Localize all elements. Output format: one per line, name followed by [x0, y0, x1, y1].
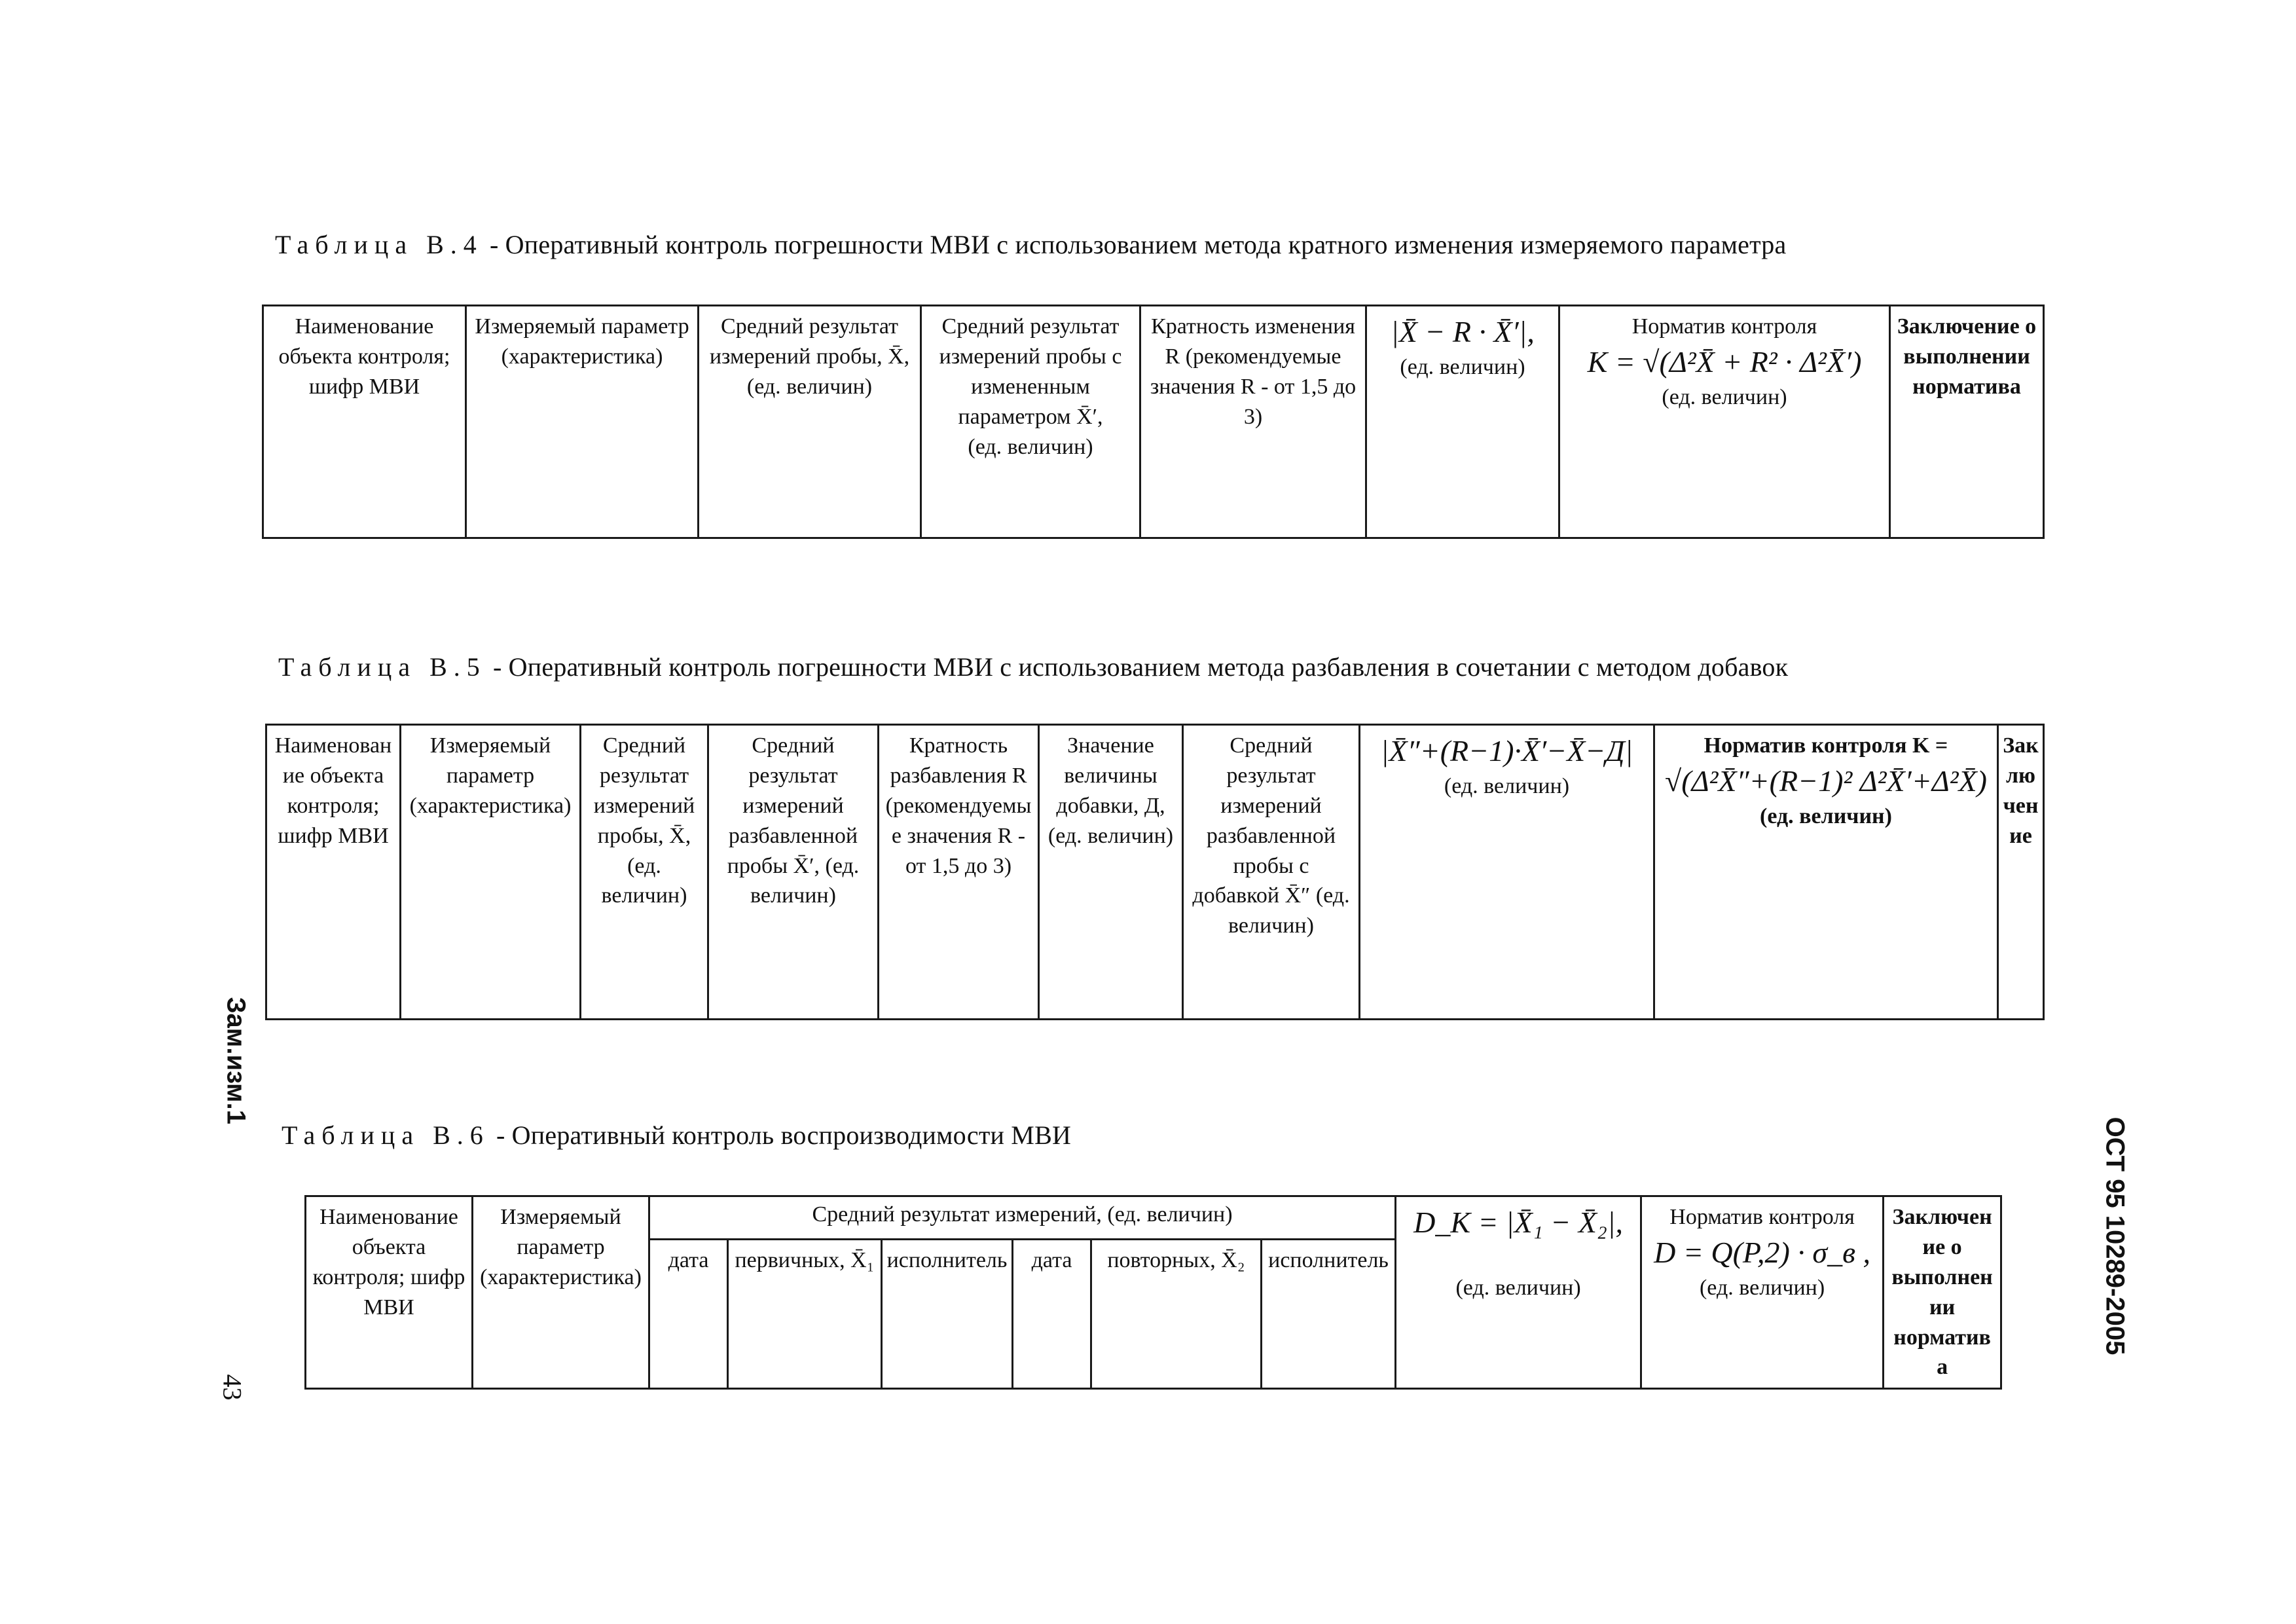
- b5-col-parameter: [401, 725, 581, 1020]
- b4-col-mean-changed: [921, 306, 1140, 538]
- b4-h1: Измеряемый параметр (характеристика): [475, 314, 689, 369]
- b6-col-executor-1: [882, 1240, 1013, 1389]
- b5-h1: Измеряемый параметр (характеристика): [409, 733, 572, 818]
- b6-col-date-1: [649, 1240, 728, 1389]
- table-b4-caption: [275, 229, 1786, 260]
- table-b4: [262, 304, 2045, 539]
- b4-col-parameter: [466, 306, 699, 538]
- b5-h7: |X̄″+(R−1)·X̄′−X̄−Д|: [1380, 734, 1633, 767]
- b4-h0: Наименование объекта контроля; шифр МВИ: [278, 314, 450, 399]
- b6-col-date-2: [1013, 1240, 1091, 1389]
- b4-h12: Заключение о выполнении норматива: [1897, 314, 2037, 399]
- b6-col-primary: [728, 1240, 882, 1389]
- b5-h6: Средний результат измерений разбавленной пробы с добавкой X̄″ (ед. величин): [1192, 733, 1350, 938]
- amendment-note: Зам.изм.1: [221, 997, 251, 1124]
- b4-h4: Средний результат измерений пробы с измененным параметром X̄′,: [939, 314, 1122, 429]
- b6-h3: дата: [668, 1248, 709, 1273]
- b4-col-conclusion: [1890, 306, 2044, 538]
- b6-h8: исполнитель: [1268, 1248, 1389, 1273]
- b4-h6: Кратность изменения R (рекомендуемые значения R - от 1,5 до 3): [1150, 314, 1357, 429]
- b5-h5: Значение величины добавки, Д, (ед. величин): [1048, 733, 1174, 848]
- b6-h10: (ед. величин): [1455, 1275, 1581, 1300]
- b5-col-mean: [581, 725, 708, 1020]
- b4-h7: |X̄ − R · X̄′|,: [1391, 315, 1535, 348]
- table-b5: [265, 724, 2045, 1020]
- b6-h14: Заключение о выполнении норматива: [1891, 1205, 1993, 1380]
- b5-col-mean-additive: [1183, 725, 1360, 1020]
- b5-h9: Норматив контроля K =: [1704, 733, 1948, 758]
- b4-col-object: [263, 306, 466, 538]
- b5-col-dilution-ratio: [879, 725, 1039, 1020]
- table-b6: [304, 1195, 2002, 1390]
- b6-col-conclusion: [1884, 1196, 2001, 1389]
- b6-h2: Средний результат измерений, (ед. величин): [812, 1202, 1233, 1227]
- table-b4-title: - Оперативный контроль погрешности МВИ с использованием метода кратного изменения измеряемого параметра: [483, 230, 1787, 259]
- b6-col-difference: [1396, 1196, 1641, 1389]
- b6-col-object: [306, 1196, 473, 1389]
- b5-col-object: [266, 725, 401, 1020]
- page-number: 43: [217, 1374, 247, 1401]
- b5-h11: (ед. величин): [1760, 803, 1892, 828]
- b6-h1: Измеряемый параметр (характеристика): [480, 1205, 642, 1289]
- b6-col-norm: [1641, 1196, 1884, 1389]
- b6-h0: Наименование объекта контроля; шифр МВИ: [312, 1205, 465, 1320]
- b4-h10: K = √(Δ²X̄ + R² · Δ²X̄′): [1587, 344, 1862, 378]
- b5-h10: √(Δ²X̄″+(R−1)² Δ²X̄′+Δ²X̄): [1665, 764, 1987, 798]
- b4-col-mean: [699, 306, 921, 538]
- table-b5-title: - Оперативный контроль погрешности МВИ с использованием метода разбавления в сочетании с методом добавок: [486, 652, 1789, 682]
- b5-h2: Средний результат измерений пробы, X̄, (ед. величин): [593, 733, 695, 908]
- table-b5-label: Таблица В.5: [278, 652, 486, 682]
- b5-col-difference: [1360, 725, 1654, 1020]
- b6-col-parameter: [473, 1196, 649, 1389]
- b5-col-conclusion: [1998, 725, 2044, 1020]
- b5-h12: Заключение: [2003, 733, 2039, 848]
- b6-h12: D = Q(P,2) · σ_в ,: [1654, 1235, 1871, 1269]
- b5-col-mean-diluted: [708, 725, 879, 1020]
- document-code: ОСТ 95 10289-2005: [2100, 1116, 2130, 1356]
- b6-col-executor-2: [1262, 1240, 1396, 1389]
- table-b5-caption: [278, 652, 1788, 682]
- b4-h3: (ед. величин): [746, 374, 873, 399]
- b5-h4: Кратность разбавления R (рекомендуемые значения R - от 1,5 до 3): [885, 733, 1032, 878]
- table-b4-label: Таблица В.4: [275, 230, 483, 259]
- b4-col-difference: [1366, 306, 1559, 538]
- b4-h8: (ед. величин): [1400, 355, 1525, 380]
- b6-col-repeated: [1091, 1240, 1262, 1389]
- b6-h11: Норматив контроля: [1669, 1205, 1855, 1229]
- b6-h7: повторных, X̄₂: [1107, 1248, 1245, 1273]
- b6-h9: D_K = |X̄₁ − X̄₂|,: [1413, 1206, 1624, 1239]
- b6-h13: (ед. величин): [1699, 1275, 1825, 1300]
- b6-h6: дата: [1031, 1248, 1072, 1273]
- b5-h0: Наименование объекта контроля; шифр МВИ: [274, 733, 392, 848]
- b6-h5: исполнитель: [886, 1248, 1008, 1273]
- b5-col-norm: [1654, 725, 1998, 1020]
- b6-h4: первичных, X̄₁: [735, 1248, 875, 1273]
- b5-h8: (ед. величин): [1444, 774, 1570, 799]
- b4-h9: Норматив контроля: [1631, 314, 1817, 339]
- b4-col-ratio: [1140, 306, 1366, 538]
- b5-col-additive: [1039, 725, 1183, 1020]
- b6-col-mean-group: [649, 1196, 1396, 1240]
- b4-col-norm: [1559, 306, 1890, 538]
- table-b6-title: - Оперативный контроль воспроизводимости МВИ: [489, 1120, 1072, 1150]
- b4-h2: Средний результат измерений пробы, X̄,: [709, 314, 910, 369]
- table-b6-label: Таблица В.6: [282, 1120, 490, 1150]
- b5-h3: Средний результат измерений разбавленной пробы X̄′, (ед. величин): [727, 733, 860, 908]
- table-b6-caption: [282, 1120, 1071, 1151]
- b4-h11: (ед. величин): [1662, 384, 1787, 409]
- b4-h5: (ед. величин): [968, 434, 1093, 459]
